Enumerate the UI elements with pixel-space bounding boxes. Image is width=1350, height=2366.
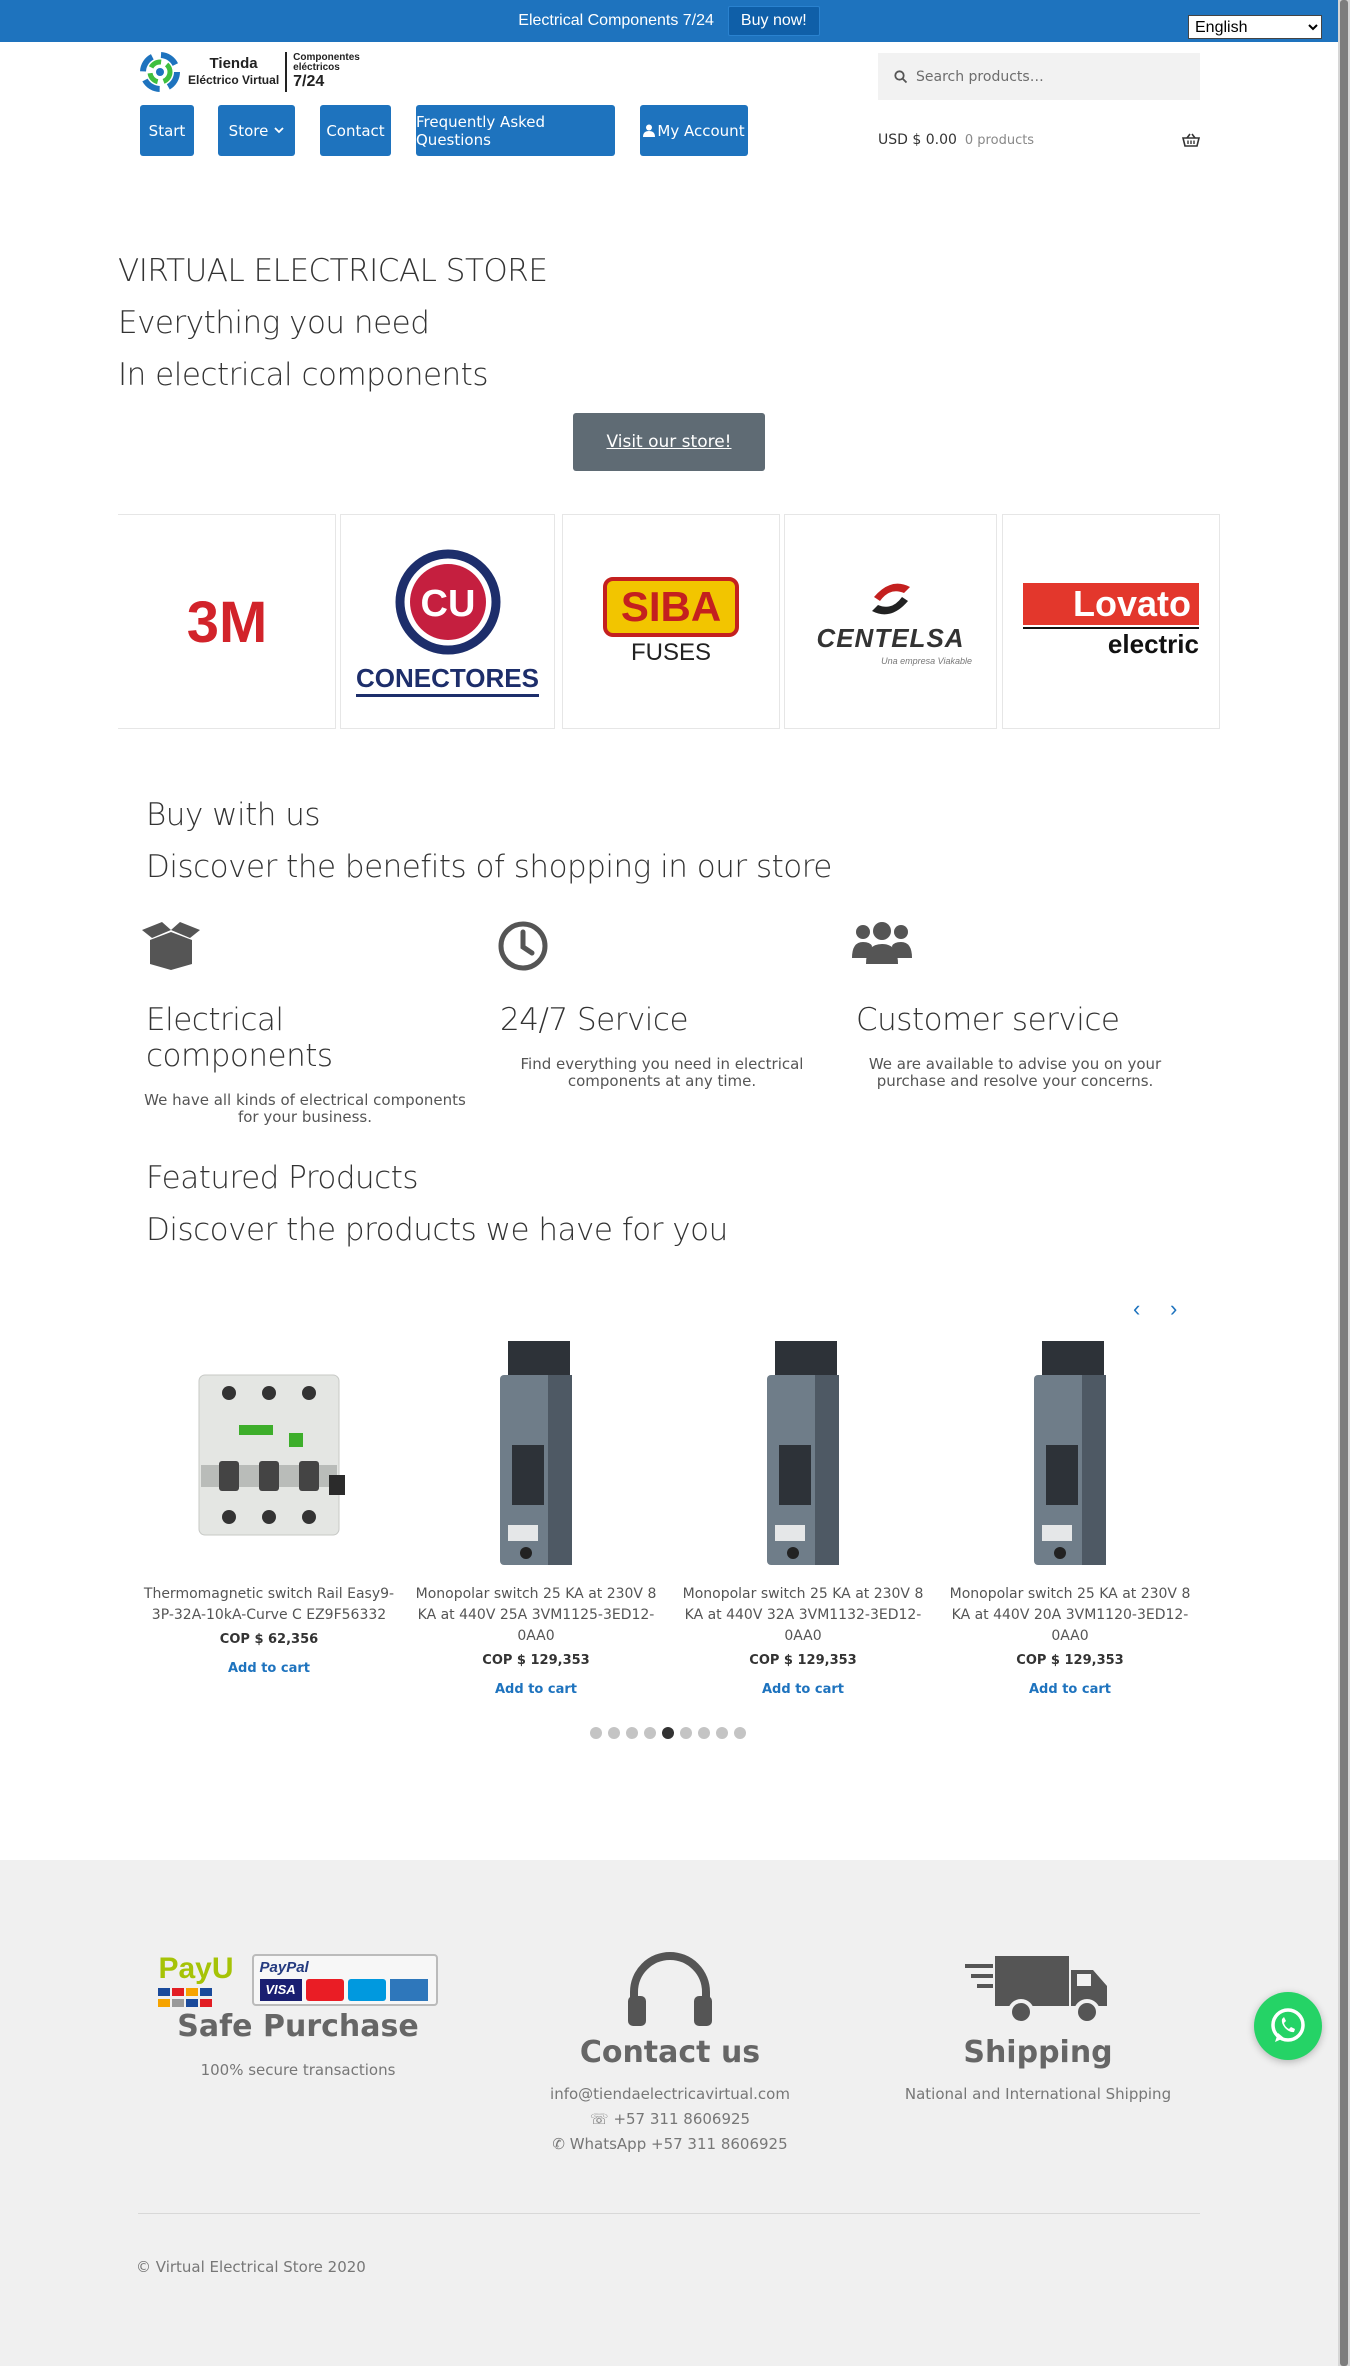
- benefit-icon-wrap: [850, 920, 1180, 982]
- product-card[interactable]: [408, 1330, 664, 1697]
- language-select[interactable]: [1188, 15, 1322, 39]
- logo-line1: Tienda: [209, 55, 258, 72]
- page-scrollbar[interactable]: [1338, 0, 1350, 2366]
- product-price: COP $ 62,356: [219, 1632, 319, 1647]
- carousel-next-arrow-icon[interactable]: ›: [1170, 1296, 1178, 1321]
- carousel-dot[interactable]: [590, 1727, 602, 1739]
- brand-cu-sub: CONECTORES: [356, 663, 539, 697]
- carousel-dot[interactable]: [734, 1727, 746, 1739]
- cart-summary[interactable]: [878, 128, 1200, 152]
- site-footer: [0, 1860, 1338, 2366]
- basket-icon[interactable]: [1182, 133, 1200, 147]
- brand-cu-conectores[interactable]: [340, 514, 555, 729]
- cart-count: 0 products: [964, 132, 1035, 148]
- benefit-text: Find everything you need in electrical components at any time.: [520, 1055, 804, 1090]
- nav-start[interactable]: [140, 105, 194, 156]
- brand-siba-sub: FUSES: [630, 638, 711, 666]
- logo-tagline: [293, 53, 360, 91]
- amex-icon: [390, 1979, 428, 2001]
- brand-centelsa-name: CENTELSA: [816, 623, 965, 653]
- brand-3m-name: 3M: [186, 591, 267, 652]
- product-image[interactable]: [408, 1330, 664, 1580]
- truck-icon: [963, 1952, 1113, 2026]
- benefit-customer-service: [850, 920, 1180, 1090]
- headphones-icon: [624, 1952, 716, 2026]
- chevron-down-icon: [274, 127, 284, 134]
- footer-contact-title: Contact us: [579, 2035, 761, 2070]
- product-name[interactable]: Thermomagnetic switch Rail Easy9-3P-32A-10kA-Curve C EZ9F56332: [143, 1586, 395, 1623]
- logo-tag3: 7/24: [293, 73, 325, 90]
- product-card[interactable]: [942, 1330, 1198, 1697]
- search-icon: [894, 70, 908, 84]
- payu-logo: [158, 1954, 233, 2007]
- whatsapp-float-button[interactable]: [1254, 1992, 1322, 2060]
- promo-text: Electrical Components 7/24: [518, 12, 714, 29]
- search-input[interactable]: Search products…: [916, 68, 1044, 85]
- brand-siba[interactable]: [562, 514, 780, 729]
- nav-faq[interactable]: [416, 105, 615, 156]
- footer-contact-phone[interactable]: ☏ +57 311 8606925: [589, 2110, 751, 2128]
- logo-line2: Eléctrico Virtual: [188, 73, 280, 87]
- logo-tag1: Componentes: [293, 52, 360, 63]
- scrollbar-thumb[interactable]: [1340, 0, 1348, 2366]
- brand-centelsa-mark-icon: [866, 577, 916, 621]
- mastercard-icon: [306, 1979, 344, 2001]
- logo-mark-icon: [138, 50, 182, 94]
- carousel-dot[interactable]: [662, 1727, 674, 1739]
- product-image[interactable]: [675, 1330, 931, 1580]
- box-icon: [140, 920, 202, 972]
- brand-lovato[interactable]: [1002, 514, 1220, 729]
- payu-logo-text: PayU: [158, 1952, 234, 1985]
- hero-subtitle-2: In electrical components: [118, 357, 488, 393]
- user-icon: [643, 124, 655, 137]
- brand-cu-name: CU: [420, 582, 475, 625]
- nav-start-label: Start: [148, 121, 186, 140]
- carousel-dot[interactable]: [608, 1727, 620, 1739]
- carousel-dot[interactable]: [626, 1727, 638, 1739]
- add-to-cart-button[interactable]: Add to cart: [228, 1661, 310, 1676]
- footer-contact-email[interactable]: info@tiendaelectricavirtual.com: [550, 2085, 790, 2103]
- benefits-subtitle: Discover the benefits of shopping in our store: [146, 849, 832, 885]
- brand-3m-logo: [177, 592, 277, 652]
- brand-lovato-sub: electric: [1023, 627, 1199, 660]
- users-icon: [850, 920, 914, 966]
- product-name[interactable]: Monopolar switch 25 KA at 230V 8 KA at 440V 20A 3VM1120-3ED12-0AA0: [949, 1586, 1191, 1644]
- carousel-prev-arrow-icon[interactable]: ‹: [1133, 1296, 1141, 1321]
- benefit-icon-wrap: [497, 920, 827, 982]
- nav-faq-label: Frequently Asked Questions: [416, 112, 546, 149]
- brand-centelsa-sub: Una empresa Viakable: [881, 656, 972, 666]
- site-logo[interactable]: [138, 48, 368, 96]
- carousel-dot[interactable]: [716, 1727, 728, 1739]
- whatsapp-icon: [1268, 2006, 1308, 2046]
- footer-contact: [520, 1952, 820, 2157]
- cart-amount: USD $ 0.00: [878, 132, 957, 148]
- footer-copyright: © Virtual Electrical Store 2020: [136, 2258, 366, 2276]
- payment-logos: [148, 1954, 448, 2007]
- visit-store-button[interactable]: Visit our store!: [573, 413, 765, 471]
- product-name[interactable]: Monopolar switch 25 KA at 230V 8 KA at 440V 25A 3VM1125-3ED12-0AA0: [415, 1586, 657, 1644]
- product-card[interactable]: [675, 1330, 931, 1697]
- benefit-24-7-service: [497, 920, 827, 1090]
- footer-contact-whatsapp[interactable]: ✆ WhatsApp +57 311 8606925: [552, 2135, 788, 2153]
- breaker-1p-image: [1020, 1335, 1120, 1575]
- logo-separator: [285, 52, 287, 92]
- search-box[interactable]: [878, 53, 1200, 100]
- add-to-cart-button[interactable]: Add to cart: [1029, 1682, 1111, 1697]
- add-to-cart-button[interactable]: Add to cart: [762, 1682, 844, 1697]
- benefit-text: We have all kinds of electrical components for your business.: [144, 1091, 466, 1126]
- benefits-title: Buy with us: [146, 797, 321, 833]
- brand-lovato-name: Lovato: [1023, 583, 1199, 625]
- footer-safe-purchase: [148, 1954, 448, 2083]
- product-image[interactable]: [141, 1330, 397, 1580]
- logo-tag2: eléctricos: [293, 62, 340, 73]
- product-name[interactable]: Monopolar switch 25 KA at 230V 8 KA at 440V 32A 3VM1132-3ED12-0AA0: [682, 1586, 924, 1644]
- product-image[interactable]: [942, 1330, 1198, 1580]
- logo-text: [188, 56, 279, 88]
- clock-icon: [497, 920, 549, 972]
- benefit-title: Electrical components: [146, 1002, 333, 1074]
- visa-icon: VISA: [260, 1979, 302, 2001]
- featured-subtitle: Discover the products we have for you: [146, 1212, 728, 1248]
- hero-title: VIRTUAL ELECTRICAL STORE: [118, 253, 548, 289]
- buy-now-button[interactable]: Buy now!: [728, 6, 820, 36]
- brand-cu-logo: [393, 547, 503, 657]
- paypal-logo-text: PayPal: [259, 1959, 309, 1976]
- benefit-electrical-components: [140, 920, 470, 1126]
- breaker-1p-image: [753, 1335, 853, 1575]
- brand-siba-name: SIBA: [603, 577, 739, 637]
- maestro-icon: [348, 1979, 386, 2001]
- footer-safe-text: 100% secure transactions: [200, 2061, 396, 2079]
- featured-title: Featured Products: [146, 1160, 419, 1196]
- nav-my-account[interactable]: [640, 105, 748, 156]
- breaker-3p-image: [189, 1355, 349, 1555]
- carousel-dot[interactable]: [644, 1727, 656, 1739]
- breaker-1p-image: [486, 1335, 586, 1575]
- benefit-title: 24/7 Service: [500, 1002, 689, 1038]
- paypal-logo: [252, 1954, 438, 2006]
- footer-shipping-title: Shipping: [963, 2035, 1113, 2070]
- benefit-title: Customer service: [856, 1002, 1120, 1038]
- promo-bar: [0, 0, 1338, 42]
- brand-3m[interactable]: [118, 514, 336, 729]
- product-card[interactable]: [141, 1330, 397, 1676]
- hero-subtitle-1: Everything you need: [118, 305, 430, 341]
- carousel-dot[interactable]: [698, 1727, 710, 1739]
- nav-store[interactable]: [218, 105, 295, 156]
- product-price: COP $ 129,353: [1016, 1653, 1124, 1668]
- nav-store-label: Store: [228, 121, 269, 140]
- footer-safe-title: Safe Purchase: [177, 2009, 419, 2044]
- add-to-cart-button[interactable]: Add to cart: [495, 1682, 577, 1697]
- carousel-pagination: [590, 1727, 746, 1739]
- carousel-dot[interactable]: [680, 1727, 692, 1739]
- brand-centelsa[interactable]: [784, 514, 997, 729]
- benefit-text: We are available to advise you on your purchase and resolve your concerns.: [868, 1055, 1162, 1090]
- nav-contact[interactable]: [320, 105, 391, 156]
- nav-my-account-label: My Account: [657, 121, 745, 140]
- product-price: COP $ 129,353: [482, 1653, 590, 1668]
- footer-divider: [138, 2213, 1200, 2214]
- product-price: COP $ 129,353: [749, 1653, 857, 1668]
- footer-shipping: [888, 1952, 1188, 2107]
- benefit-icon-wrap: [140, 920, 470, 982]
- nav-contact-label: Contact: [326, 121, 385, 140]
- footer-shipping-text: National and International Shipping: [904, 2085, 1172, 2103]
